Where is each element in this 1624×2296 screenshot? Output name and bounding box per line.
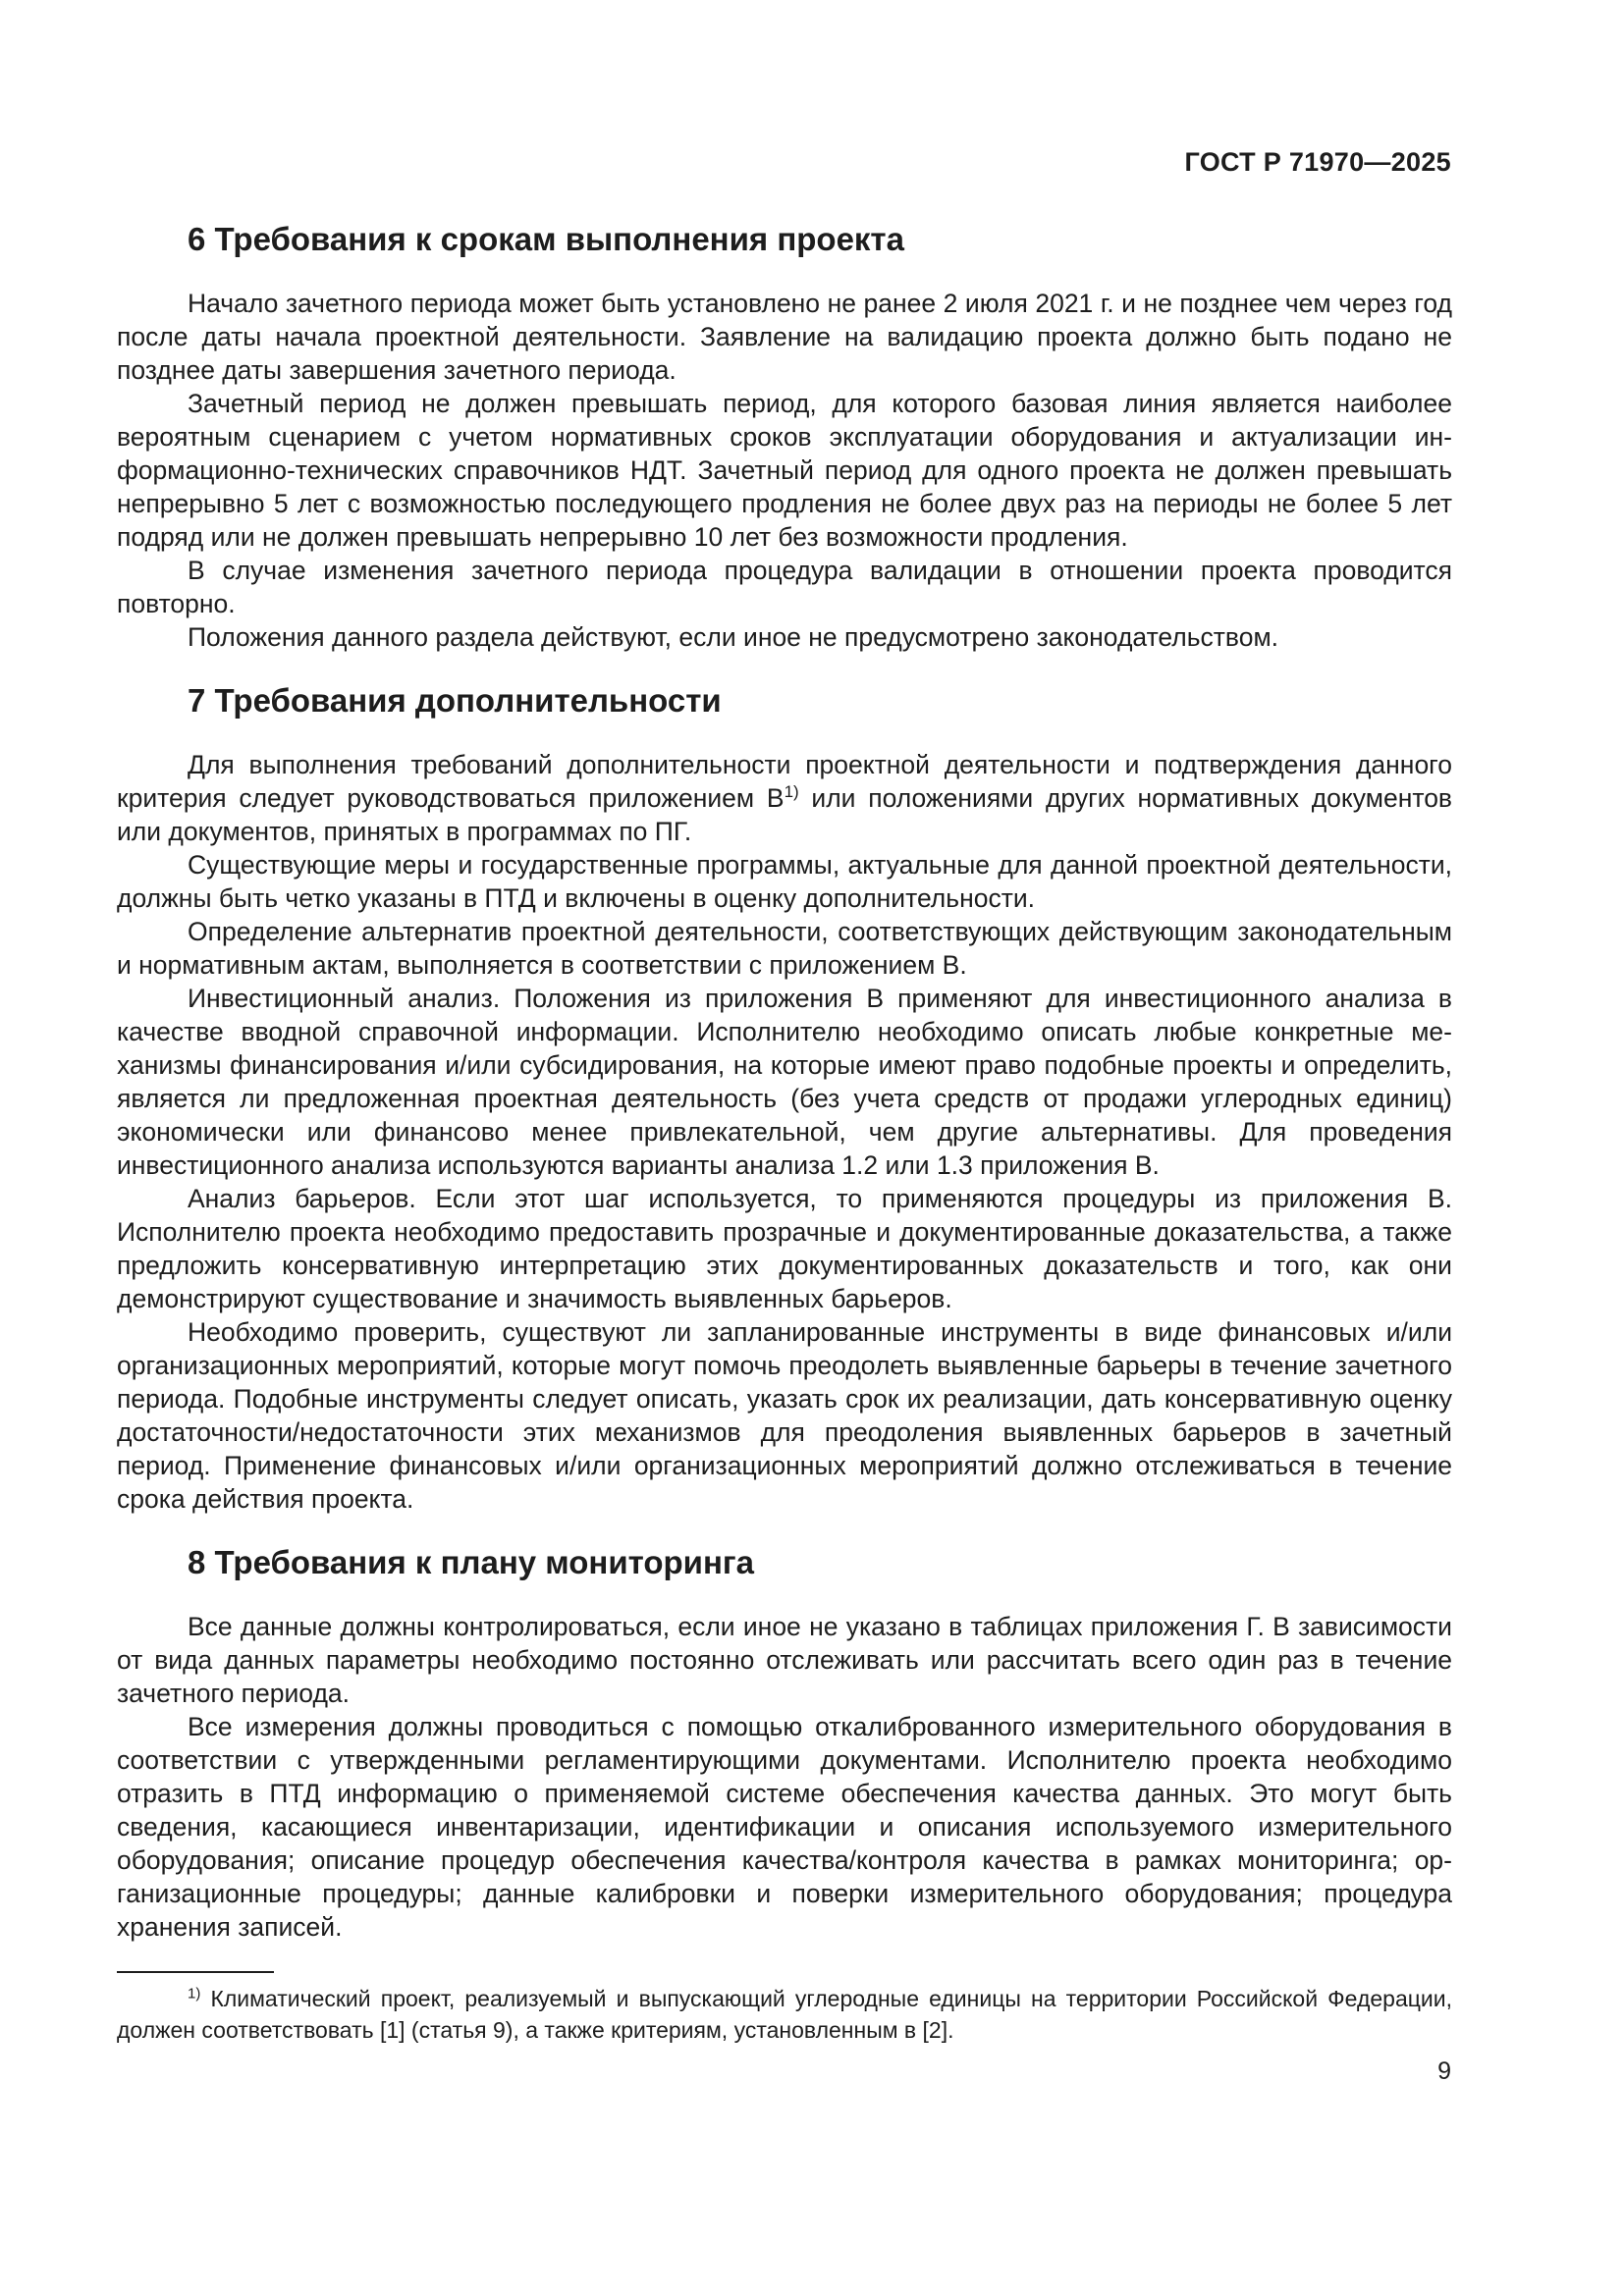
- section-6: [117, 218, 1452, 654]
- page-number: 9: [1437, 2057, 1451, 2085]
- footnote: [117, 1983, 1452, 2046]
- paragraph-text: или положениями других нормативных документов или документов, принятых в программах по ПГ.: [117, 783, 1453, 846]
- paragraph: Зачетный период не должен превышать период, для которого базовая линия является наиболее вероятным сценарием с учетом нормативных сроков эксплуатации оборудования и актуализации информационно-технических справочников НДТ. Зачетный период для одного проекта не должен превышать непрерывно 5 лет с возможностью последующего продления не более двух раз на периоды не более 5 лет подряд или не должен превышать непрерывно 10 лет без возможности продления.: [117, 389, 1452, 552]
- paragraph: В случае изменения зачетного периода процедура валидации в отношении проекта проводится повторно.: [117, 556, 1452, 618]
- footnote-divider: [117, 1971, 274, 1973]
- section-heading: 8 Требования к плану мониторинга: [188, 1544, 754, 1580]
- paragraph: Все измерения должны проводиться с помощью откалиброванного измерительного оборудования в соответствии с утвержденными регламентирующими документами. Исполнителю проекта необходимо отразить в ПТД информацию о применяемой системе обеспечения качества данных. Это могут быть сведения, касающиеся инвентаризации, идентификации и описания используемого измерительного оборудования; описание процедур обеспечения качества/контроля качества в рамках мониторинга; организационные процедуры; данные калибровки и поверки измерительного оборудования; процедура хранения записей.: [117, 1712, 1452, 1942]
- paragraph: Существующие меры и государственные программы, актуальные для данной проектной деятельности, должны быть четко указаны в ПТД и включены в оценку дополнительности.: [117, 850, 1452, 913]
- paragraph: Инвестиционный анализ. Положения из приложения В применяют для инвестиционного анализа в качестве вводной справочной информации. Исполнителю необходимо описать любые конкретные механизмы финансирования и/или субсидирования, на которые имеют право подобные проекты и определить, является ли предложенная проектная деятельность (без учета средств от продажи углеродных единиц) экономически или финансово менее привлекательной, чем другие альтернативы. Для проведения инвестиционного анализа используются варианты анализа 1.2 или 1.3 приложения В.: [117, 984, 1452, 1180]
- paragraph: [117, 748, 1452, 848]
- section-8: [117, 1541, 1452, 1944]
- section-heading: 7 Требования дополнительности: [188, 682, 722, 719]
- paragraph: Определение альтернатив проектной деятельности, соответствующих действующим законодательным и нормативным актам, выполняется в соответствии с приложением В.: [117, 917, 1452, 980]
- footnote-reference[interactable]: 1): [784, 782, 799, 802]
- paragraph: Положения данного раздела действуют, если иное не предусмотрено законодательством.: [188, 622, 1279, 652]
- paragraph: Анализ барьеров. Если этот шаг используется, то применяются процедуры из приложения В. Исполнителю проекта необходимо предоставить прозрачные и документированные доказательства, а также предложить консервативную интерпретацию этих документированных доказательств и того, как они демонстрируют существование и значимость выявленных барьеров.: [117, 1184, 1452, 1313]
- paragraph: Начало зачетного периода может быть установлено не ранее 2 июля 2021 г. и не позднее чем через год после даты начала проектной деятельности. Заявление на валидацию проекта должно быть подано не позднее даты завершения зачетного периода.: [117, 289, 1452, 385]
- footnote-text: Климатический проект, реализуемый и выпускающий углеродные единицы на территории Российской Федерации, должен соответствовать [1] (статья 9), а также критериям, установленным в [2].: [117, 1986, 1452, 2043]
- paragraph-text: Для выполнения требований дополнительности проектной деятельности и подтверждения данного критерия следует руководствоваться приложением В: [117, 750, 1452, 813]
- footnote-marker: 1): [188, 1985, 201, 2002]
- paragraph: Все данные должны контролироваться, если иное не указано в таблицах приложения Г. В зависимости от вида данных параметры необходимо постоянно отслеживать или рассчитать всего один раз в течение зачетного периода.: [117, 1612, 1452, 1708]
- section-7: [117, 679, 1452, 1516]
- document-id-header: ГОСТ Р 71970—2025: [1184, 147, 1451, 177]
- paragraph: Необходимо проверить, существуют ли запланированные инструменты в виде финансовых и/или организационных мероприятий, которые могут помочь преодолеть выявленные барьеры в течение зачетного периода. Подобные инструменты следует описать, указать срок их реализации, дать консервативную оценку достаточности/недостаточности этих механизмов для преодоления выявленных барьеров в зачетный период. Применение финансовых и/или организационных мероприятий должно отслеживаться в течение срока действия проекта.: [117, 1317, 1452, 1514]
- page-content: [117, 218, 1452, 1944]
- section-heading: 6 Требования к срокам выполнения проекта: [188, 221, 904, 257]
